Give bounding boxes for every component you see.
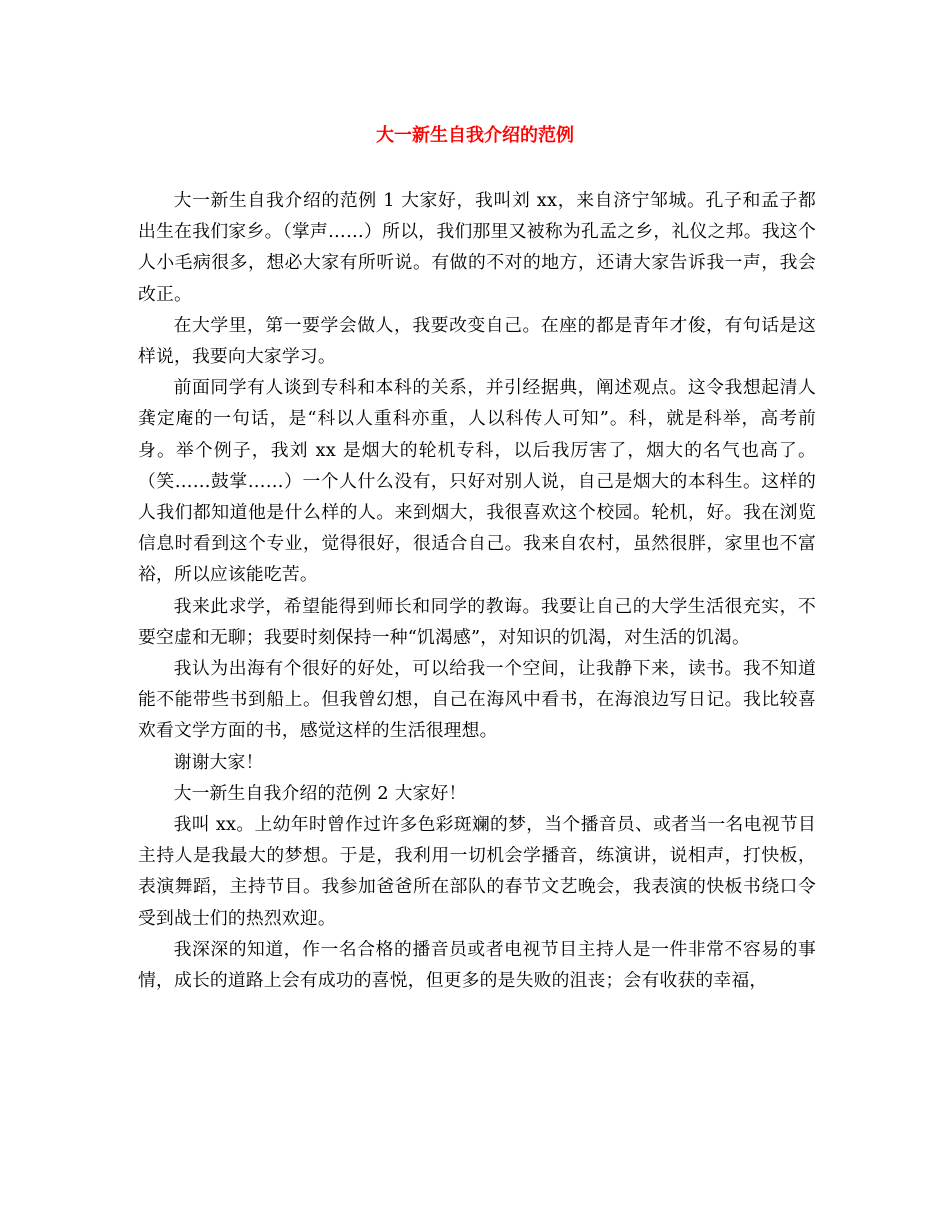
paragraph: 我叫 xx。上幼年时曾作过许多色彩斑斓的梦，当个播音员、或者当一名电视节目主持人是我最大的梦想。于是，我利用一切机会学播音，练演讲，说相声，打快板，表演舞蹈，主持节目。我参加爸爸所在部队的春节文艺晚会，我表演的快板书绕口令受到战士们的热烈欢迎。 (138, 814, 816, 929)
paragraph: 我深深的知道，作一名合格的播音员或者电视节目主持人是一件非常不容易的事情，成长的道路上会有成功的喜悦，但更多的是失败的沮丧；会有收获的幸福， (138, 938, 816, 992)
paragraph: 我来此求学，希望能得到师长和同学的教诲。我要让自己的大学生活很充实，不要空虚和无聊；我要时刻保持一种“饥渴感”，对知识的饥渴，对生活的饥渴。 (138, 595, 816, 648)
paragraph: 在大学里，第一要学会做人，我要改变自己。在座的都是青年才俊，有句话是这样说，我要向大家学习。 (138, 314, 816, 368)
paragraph: 我认为出海有个很好的好处，可以给我一个空间，让我静下来，读书。我不知道能不能带些书到船上。但我曾幻想，自己在海风中看书，在海浪边写日记。我比较喜欢看文学方面的书，感觉这样的生活很理想。 (138, 658, 816, 742)
document-body (138, 185, 816, 996)
paragraph: 大一新生自我介绍的范例 2 大家好！ (173, 782, 467, 804)
paragraph: 大一新生自我介绍的范例 1 大家好，我叫刘 xx，来自济宁邹城。孔子和孟子都出生在我们家乡。（掌声……）所以，我们那里又被称为孔孟之乡，礼仪之邦。我这个人小毛病很多，想必大家有所听说。有做的不对的地方，还请大家告诉我一声，我会改正。 (138, 190, 816, 305)
paragraph: 前面同学有人谈到专科和本科的关系，并引经据典，阐述观点。这令我想起清人龚定庵的一句话，是“科以人重科亦重，人以科传人可知”。科，就是科举，高考前身。举个例子，我刘 xx 是烟大的轮机专科，以后我厉害了，烟大的名气也高了。（笑……鼓掌……）一个人什么没有，只好对别人说，自己是烟大的本科生。这样的人我们都知道他是什么样的人。来到烟大，我很喜欢这个校园。轮机，好。我在浏览信息时看到这个专业，觉得很好，很适合自己。我来自农村，虽然很胖，家里也不富裕，所以应该能吃苦。 (138, 377, 816, 586)
document-title: 大一新生自我介绍的范例 (376, 125, 574, 146)
paragraph: 谢谢大家！ (173, 751, 264, 773)
